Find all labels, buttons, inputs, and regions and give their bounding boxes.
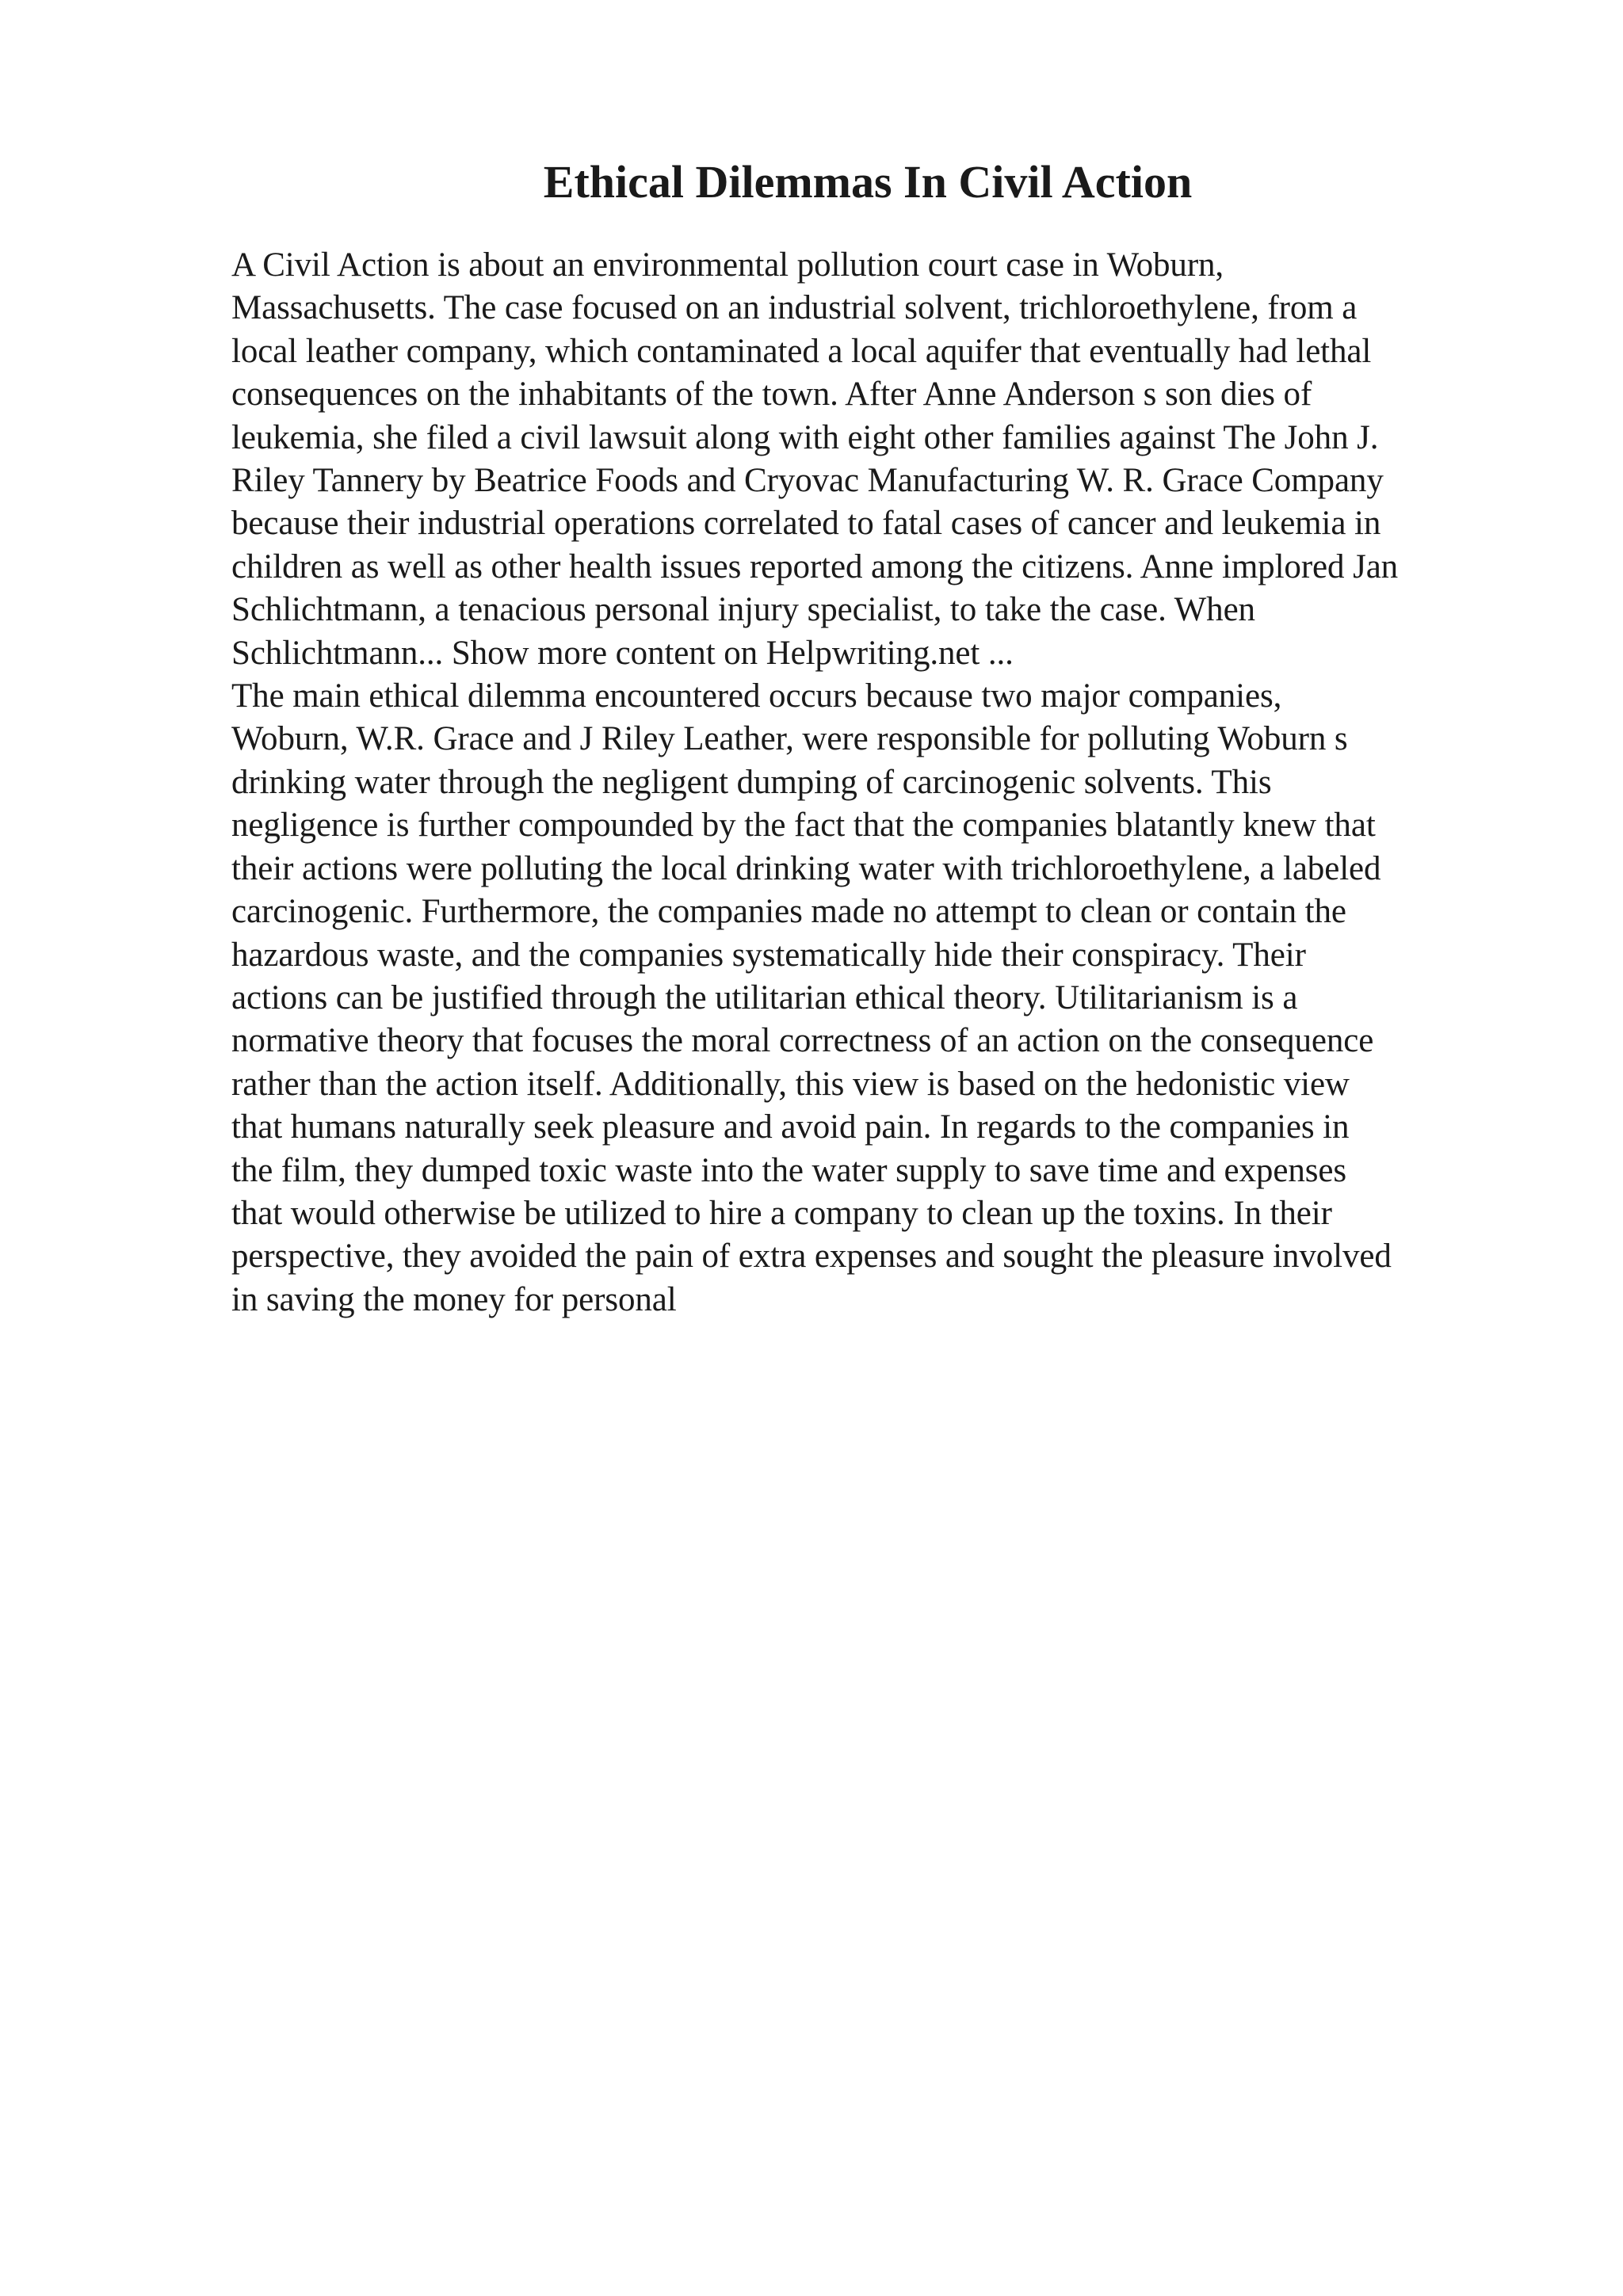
text-line: carcinogenic. Furthermore, the companies made no attempt to clean or contain the bbox=[231, 893, 1346, 931]
text-line: Woburn, W.R. Grace and J Riley Leather, were responsible for polluting Woburn s bbox=[231, 720, 1348, 758]
text-line: hazardous waste, and the companies systematically hide their conspiracy. Their bbox=[231, 936, 1306, 974]
text-line: in saving the money for personal bbox=[231, 1280, 677, 1318]
text-line: The main ethical dilemma encountered occurs because two major companies, bbox=[231, 677, 1282, 715]
text-line: rather than the action itself. Additionally, this view is based on the hedonistic view bbox=[231, 1065, 1350, 1103]
text-line: their actions were polluting the local drinking water with trichloroethylene, a labeled bbox=[231, 849, 1381, 887]
text-line: A Civil Action is about an environmental pollution court case in Woburn, bbox=[231, 246, 1224, 284]
text-line: because their industrial operations correlated to fatal cases of cancer and leukemia in bbox=[231, 505, 1381, 543]
text-line: Massachusetts. The case focused on an industrial solvent, trichloroethylene, from a bbox=[231, 289, 1358, 327]
text-line: local leather company, which contaminated a local aquifer that eventually had lethal bbox=[231, 332, 1372, 370]
document-title: Ethical Dilemmas In Civil Action bbox=[543, 156, 1193, 208]
text-line: leukemia, she filed a civil lawsuit along with eight other families against The John J. bbox=[231, 418, 1379, 456]
text-line: normative theory that focuses the moral correctness of an action on the consequence bbox=[231, 1022, 1374, 1060]
text-line: Riley Tannery by Beatrice Foods and Cryovac Manufacturing W. R. Grace Company bbox=[231, 462, 1384, 500]
text-line: drinking water through the negligent dumping of carcinogenic solvents. This bbox=[231, 763, 1272, 801]
text-line: the film, they dumped toxic waste into the water supply to save time and expenses bbox=[231, 1151, 1346, 1189]
text-line: that would otherwise be utilized to hire a company to clean up the toxins. In their bbox=[231, 1194, 1332, 1232]
text-line: Schlichtmann, a tenacious personal injury specialist, to take the case. When bbox=[231, 591, 1255, 629]
text-line: children as well as other health issues reported among the citizens. Anne implored Jan bbox=[231, 547, 1399, 585]
text-line: that humans naturally seek pleasure and avoid pain. In regards to the companies in bbox=[231, 1108, 1350, 1146]
document-body bbox=[231, 244, 1531, 1322]
text-line: perspective, they avoided the pain of extra expenses and sought the pleasure involved bbox=[231, 1238, 1392, 1276]
text-line: negligence is further compounded by the fact that the companies blatantly knew that bbox=[231, 807, 1376, 845]
text-line: consequences on the inhabitants of the town. After Anne Anderson s son dies of bbox=[231, 376, 1312, 414]
text-line: actions can be justified through the utilitarian ethical theory. Utilitarianism is a bbox=[231, 978, 1298, 1016]
text-line: Schlichtmann... Show more content on Helpwriting.net ... bbox=[231, 634, 1014, 672]
